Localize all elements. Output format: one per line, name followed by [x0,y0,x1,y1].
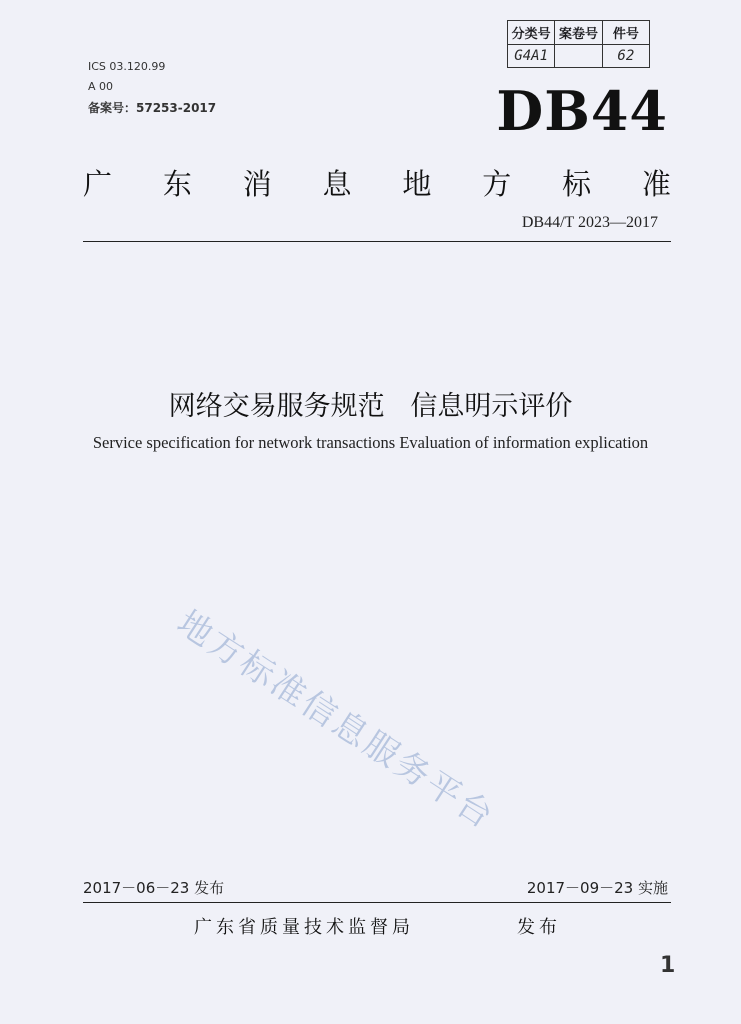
standard-type-char: 消 [242,167,272,201]
watermark: 地方标准信息服务平台 [169,602,502,838]
footer-divider [83,902,671,903]
standard-type-char: 息 [322,167,352,201]
issuing-authority: 广东省质量技术监督局 [194,917,414,938]
title-english: Service specification for network transactions Evaluation of information explication [92,433,649,452]
standard-type [83,162,671,203]
standard-type-char: 地 [402,167,432,201]
header-divider [83,241,671,242]
archive-value [555,44,602,68]
standard-type-char: 方 [482,167,512,201]
title-chinese: 网络交易服务规范 信息明示评价 [168,391,573,422]
archive-header: 案卷号 [555,21,602,45]
item-value: 62 [602,44,649,68]
classification-header: 分类号 [508,21,555,45]
ccs-code: A 00 [88,80,114,93]
standard-type-char: 东 [162,167,192,201]
issue-date: 2017－06－23 发布 [83,879,225,897]
standard-type-char: 准 [641,167,671,201]
page-mark: 1 [660,953,676,978]
ics-code: ICS 03.120.99 [88,60,166,73]
standard-number: DB44/T 2023—2017 [521,214,658,231]
issue-label: 发布 [517,917,561,938]
effective-date: 2017－09－23 实施 [526,879,668,897]
standard-type-char: 广 [83,167,113,201]
classification-value: G4A1 [508,44,555,68]
standard-type-char: 标 [562,167,592,201]
item-header: 件号 [602,21,649,45]
classification-stamp [507,20,650,68]
standard-code: DB44 [496,79,668,143]
filing-number: 备案号：57253-2017 [88,101,217,115]
